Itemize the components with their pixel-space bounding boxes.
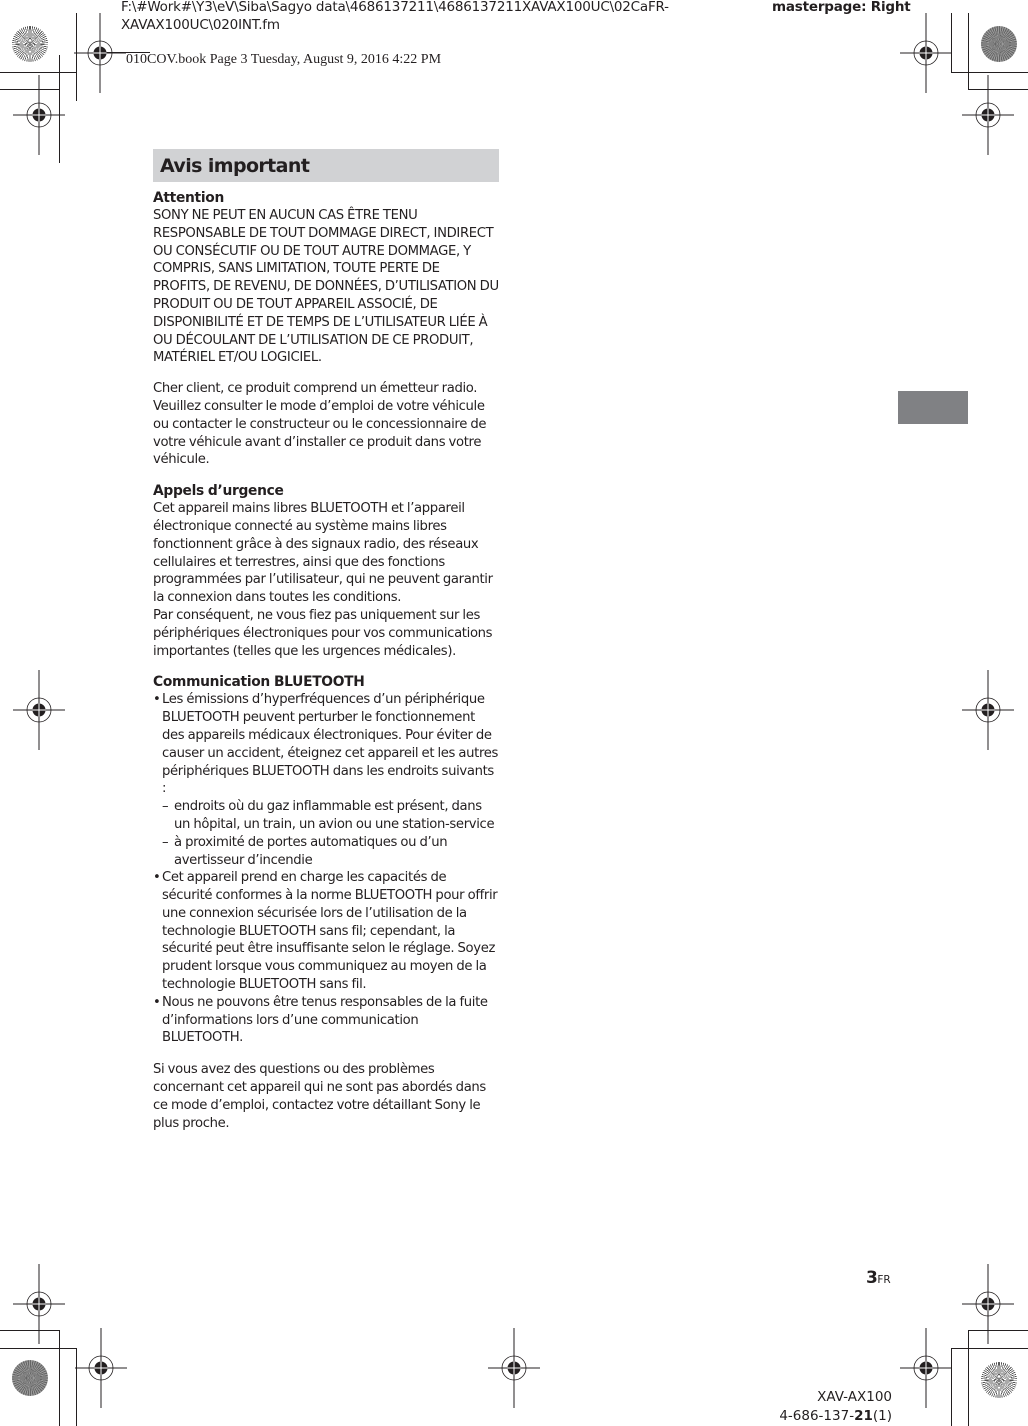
page-number-value: 3 [866, 1268, 878, 1288]
list-item [153, 691, 499, 869]
part-number-prefix: 4-686-137- [779, 1408, 855, 1424]
list-item: • Cet appareil prend en charge les capacités de sécurité conformes à la norme BLUETOOTH pour offrir une connexion sécurisée lors de l’utilisation de la technologie BLUETOOTH sans fil; cependant, la sécurité peut être insuffisante selon le réglage. Soyez prudent lorsque vous communiquez au moyen de la technologie BLUETOOTH sans fil. [153, 869, 499, 994]
part-number-bold: 21 [854, 1408, 873, 1424]
file-path-line1: F:\#Work#\Y3\eV\Siba\Sagyo data\4686137211\4686137211XAVAX100UC\02CaFR- [121, 0, 669, 15]
model-info [779, 1388, 892, 1426]
attention-heading: Attention [153, 190, 224, 206]
radio-notice: Cher client, ce produit comprend un émetteur radio. Veuillez consulter le mode d’emploi de votre véhicule ou contacter le constructeur ou le concessionnaire de votre véhicule avant d’installer ce produit dans votre véhicule. [153, 381, 487, 468]
model-name: XAV-AX100 [817, 1389, 892, 1405]
bullet-text: Les émissions d’hyperfréquences d’un périphérique BLUETOOTH peuvent perturber le fonctionnement des appareils médicaux électroniques. Pour éviter de causer un accident, éteignez cet appareil et les autres périphériques BLUETOOTH dans les endroits suivants : [162, 692, 499, 797]
bluetooth-block [153, 673, 499, 1047]
emergency-body-2: Par conséquent, ne vous fiez pas uniquement sur les périphériques électroniques pour vos communications importantes (telles que les urgences médicales). [153, 607, 493, 659]
list-item: • Nous ne pouvons être tenus responsables de la fuite d’informations lors d’une communication BLUETOOTH. [153, 994, 499, 1047]
page-number [866, 1268, 891, 1288]
attention-block [153, 189, 499, 367]
section-title: Avis important [153, 149, 499, 182]
section-tab-marker [898, 391, 968, 424]
page-language: FR [877, 1274, 891, 1286]
attention-body: SONY NE PEUT EN AUCUN CAS ÊTRE TENU RESPONSABLE DE TOUT DOMMAGE DIRECT, INDIRECT OU CONSÉCUTIF OU DE TOUT AUTRE DOMMAGE, Y COMPRIS, SANS LIMITATION, TOUTE PERTE DE PROFITS, DE REVENU, DE DONNÉES, D’UTILISATION DU PRODUIT OU DE TOUT APPAREIL ASSOCIÉ, DE DISPONIBILITÉ ET DE TEMPS DE L’UTILISATEUR LIÉE À OU DÉCOULANT DE L’UTILISATION DE CE PRODUIT, MATÉRIEL ET/OU LOGICIEL. [153, 208, 499, 366]
sub-list [162, 798, 499, 869]
closing-paragraph: Si vous avez des questions ou des problèmes concernant cet appareil qui ne sont pas abordés dans ce mode d’emploi, contactez votre détaillant Sony le plus proche. [153, 1062, 486, 1131]
bluetooth-bullet-list [153, 691, 499, 1047]
masterpage-label: masterpage: Right [772, 0, 911, 15]
part-number [779, 1407, 892, 1426]
file-path-line2: XAVAX100UC\020INT.fm [121, 17, 280, 33]
bluetooth-heading: Communication BLUETOOTH [153, 674, 365, 691]
emergency-body-1: Cet appareil mains libres BLUETOOTH et l’appareil électronique connecté au système mains libres fonctionnent grâce à des signaux radio, des réseaux cellulaires et terrestres, ainsi que des fonctions programmées par l’utilisateur, qui ne peuvent garantir la connexion dans toutes les conditions. [153, 501, 493, 606]
book-info: 010COV.book Page 3 Tuesday, August 9, 2016 4:22 PM [126, 52, 442, 67]
sub-list-item: – à proximité de portes automatiques ou d’un avertisseur d’incendie [162, 834, 499, 870]
sub-list-item: – endroits où du gaz inflammable est présent, dans un hôpital, un train, un avion ou une station-service [162, 798, 499, 834]
emergency-block [153, 482, 499, 660]
part-number-suffix: (1) [872, 1408, 892, 1424]
content-column [153, 149, 499, 1132]
emergency-heading: Appels d’urgence [153, 483, 284, 500]
